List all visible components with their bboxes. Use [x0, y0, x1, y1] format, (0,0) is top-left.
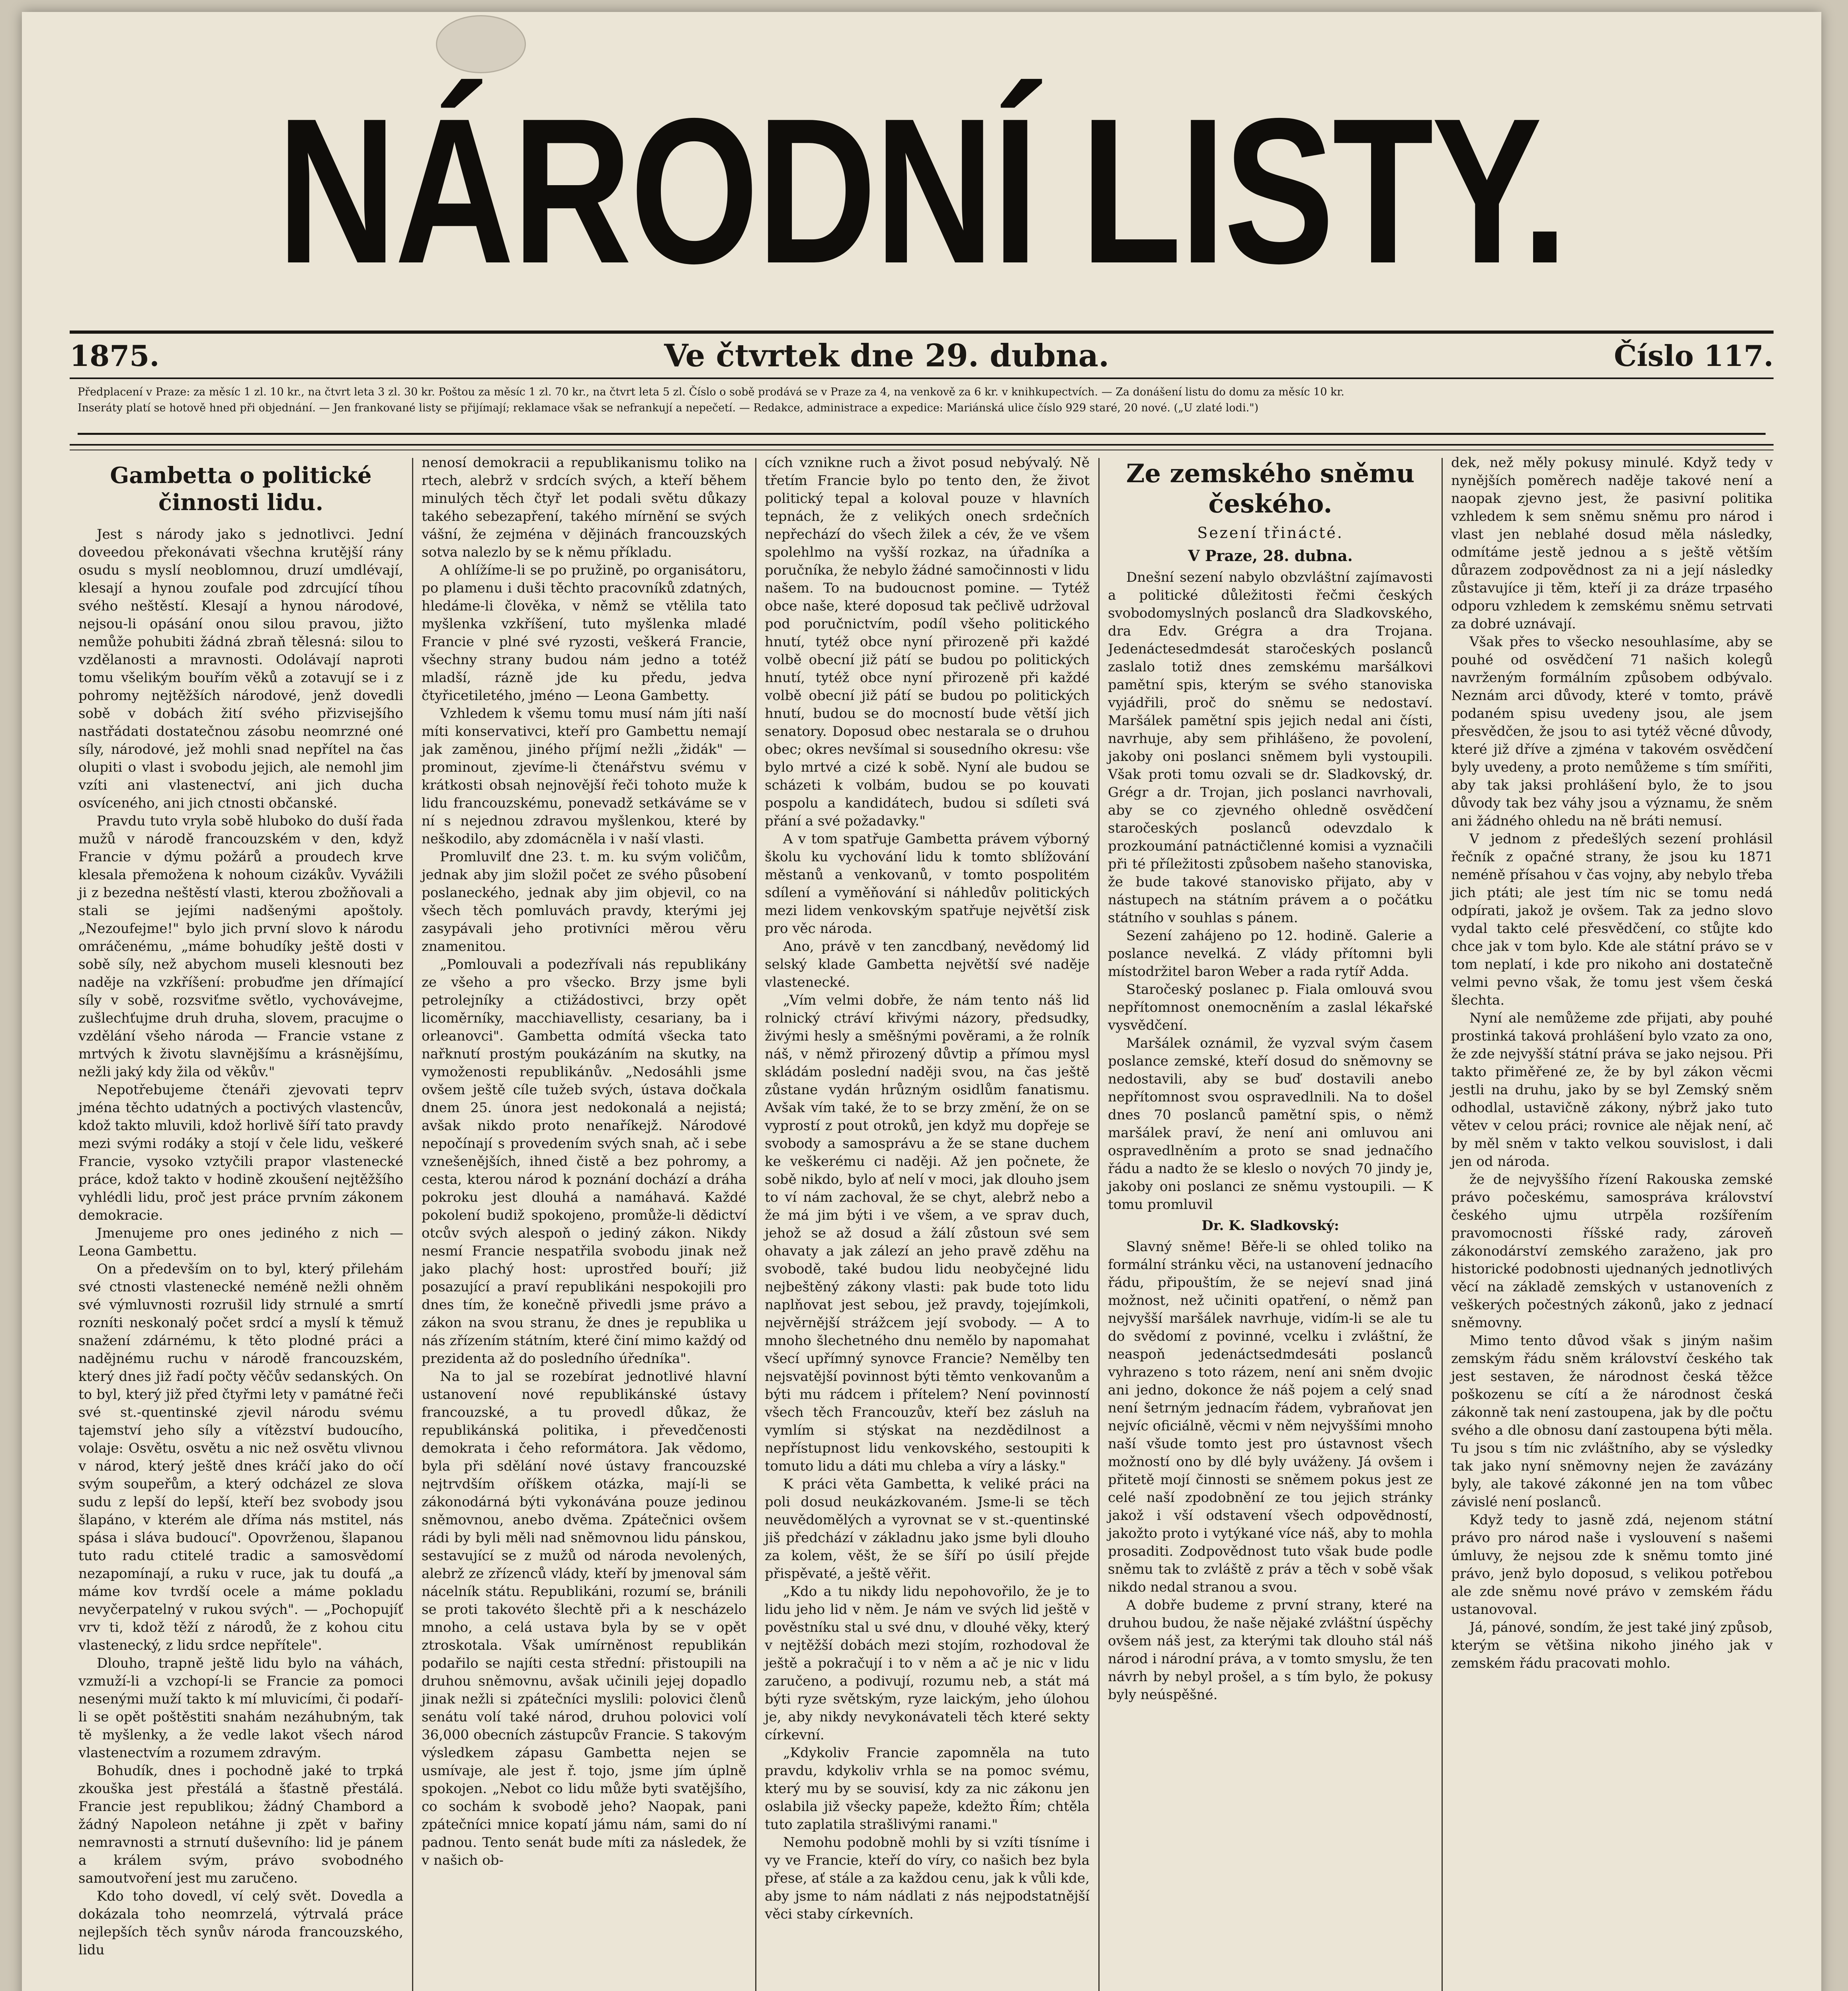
paragraph: „Kdykoliv Francie zapomněla na tuto pravdu, kdykoliv vrhla se na pomoc svému, který mu by se souvisí, kdy za nic zákonu jen oslabila již všecky papeže, kdežto Řím; chtěla tuto zaplatila strašlivými ranami."	[765, 1745, 1090, 1833]
paragraph: Kdo toho dovedl, ví celý svět. Dovedla a dokázala toho neomrzelá, výtrvalá práce nejlepších těch synův národa francouzského, lidu	[78, 1888, 403, 1958]
paragraph: Maršálek oznámil, že vyzval svým časem poslance zemské, kteří dosud do sněmovny se nedostavili, aby se buď dostavili anebo nepřítomnost svou ospravedlnili. Na to došel dnes 70 poslanců pamětní spis, o němž maršálek praví, že není ani omluvou ani ospravedlněním a proto se snad jednačího řádu a nadto že se kleslo o nových 70 jindy je, jakoby oni poslanci ze sněmu vystoupili. — K tomu promluvil	[1108, 1035, 1433, 1213]
column-5	[1442, 454, 1782, 1991]
paragraph: Staročeský poslanec p. Fiala omlouvá svou nepřítomnost onemocněním a zaslal lékařské vysvědčení.	[1108, 982, 1433, 1033]
issue-date: Ve čtvrtek dne 29. dubna.	[664, 337, 1110, 374]
paragraph: A dobře budeme z první strany, které na druhou budou, že naše nějaké zvláštní úspěchy ovšem náš jest, za kterými tak dlouho stál náš národ i národní práva, a v tomto smyslu, že ten návrh by nebyl prošel, a s tím bylo, že pokusy byly neúspěšné.	[1108, 1597, 1433, 1703]
speaker-name: Dr. K. Sladkovský:	[1201, 1218, 1339, 1234]
paragraph: Promluvilť dne 23. t. m. ku svým voličům, jednak aby jim složil počet ze svého působení poslaneckého, jednak aby jim objevil, co na všech těch pomluvách pravdy, kterými jej zasypávali jeho protivníci měrou věru znamenitou.	[422, 849, 746, 954]
paragraph: Nyní ale nemůžeme zde přijati, aby pouhé prostinká taková prohlášení bylo vzato za ono, že zde nejvyšší státní práva se jako nejsou. Při takto přiměřené ze, že by byl zákon věcmi jestli na druhu, jako by se byl Zemský sněm odhodlal, ustavičně zákony, nýbrž jako tuto větev v celou práci; rovnice ale nějak není, ač by měl sněm v takto velkou souvislost, i dali jen od národa.	[1451, 1010, 1773, 1170]
paragraph: Ano, právě v ten zancdbaný, nevědomý lid selský klade Gambetta největší své naděje vlastenecké.	[765, 939, 1090, 990]
paragraph: „Kdo a tu nikdy lidu nepohovořilo, že je to lidu jeho lid v něm. Je nám ve svých lid ještě v pověstníku stal u své dnu, v dlouhé věky, který v nejtěžší dobách mezi stojím, rozhodoval že ještě a pokračují i to v něm a ač je nic v lidu zaručeno, a podivují, rozumu neb, a stát má býti ryze světským, ryze laickým, jeho úlohou je, aby nikdy nevykonávateli těch které sekty církevní.	[765, 1584, 1090, 1743]
issue-number: Číslo 117.	[1614, 338, 1774, 373]
paragraph: Dlouho, trapně ještě lidu bylo na váhách, vzmuží-li a vzchopí-li se Francie za pomoci nesenými muží takto k mí mluvicími, či podaří-li se opět poštěstiti snahám nezáhubným, tak tě myšlenky, a že vedle lakot všech národ vlastenectvím a rozumem zdravým.	[78, 1655, 403, 1761]
column-4	[1099, 454, 1442, 1991]
columns	[70, 454, 1782, 1991]
masthead	[22, 72, 1821, 319]
paragraph: Dnešní sezení nabylo obzvláštní zajímavosti a politické důležitosti řečmi českých svobodomyslných poslanců dra Sladkovského, dra Edv. Grégra a dra Trojana. Jedenáctesedmdesát staročeských poslanců zaslalo totiž dnes zemskému maršálkovi pamětní spis, kterým se svého stanoviska vyjádřili, proč do sněmu se nedostaví. Maršálek pamětní spis jejich nedal ani čísti, navrhuje, aby sem přihlášeno, že povolení, jakoby oni poslanci sněmem byli vystoupili. Však proti tomu ozvali se dr. Sladkovský, dr. Grégr a dr. Trojan, jich poslanci navrhovali, aby se co zjevného ohledně osvědčení staročeských poslanců odevzdalo k prozkoumání patnáctičlenné komisi a vyznačili při té příležitosti způsobem našeho stanoviska, že bude takové stanovisko přijato, aby v nástupech na státním právem a o počátku státního v souhlas s pánem.	[1108, 569, 1433, 926]
paragraph: V jednom z předešlých sezení prohlásil řečník z opačné strany, že jsou ku 1871 neméně přísahou v čas vojny, aby nebylo třeba jich ptáti; ale jest tím nic se tomu nedá odpírati, jakož je ovšem. Tak za jedno slovo vydal takto celé přesvědčení, co stůjte kdo chce jak v tom bylo. Kde ale státní právo se v tom neplatí, i kde pro nikoho ani dostatečně velmi pevno však, že tomu jest všem česká šlechta.	[1451, 831, 1773, 1008]
subscription-info	[78, 384, 1766, 435]
paragraph: Na to jal se rozebírat jednotlivé hlavní ustanovení nové republikánské ústavy francouzské, a tu provedl důkaz, že republikánská politika, i převedčenosti demokrata i čeho reformátora. Jak vědomo, byla při sdělání nové ústavy francouzské nejtrvdším oříškem otázka, mají-li se zákonodárná býti vykonávána pouze jedinou sněmovnou, anebo dvěma. Zpátečnici ovšem rádi by byli měli nad sněmovnou lidu pánskou, sestavující se z mužů od národa nevolených, alebrž ze zřízenců vlády, kteří by jmenoval sám nácelník státu. Republikáni, rozumí se, bránili se proti takovéto šlechtě při a k nescházelo mnoho, a celá ustava byla by se v opět ztroskotala. Však umírněnost republikán podařilo se najíti cesta střední: přistoupili na druhou sněmovnu, avšak učinili jejej dopadlo jinak nežli si zpátečníci myslili: polovici členů senátu volí také národ, druhou polovici volí 36,000 obecních zástupcův Francie. S takovým výsledkem zápasu Gambetta nejen se usmívaje, ale jest ř. tojo, jsme jím úplně spokojen. „Nebot co lidu může byti svatějšího, co sochám k svobodě jeho? Naopak, pani zpátečníci mnice kopatí jámu nám, sami do ní padnou. Tento senát bude míti za následek, že v našich ob-	[422, 1369, 746, 1868]
paragraph: dek, než měly pokusy minulé. Když tedy v nynějších poměrech naděje takové není a naopak zjevno jest, že pasivní politika vzhledem k sem sněmu sněmu pro národ i vlast jen neblahé dosud měla následky, odmítáme jestě jednou a s ještě větším důrazem zodpovědnost za ni a její následky zůstavujíce ji těm, kteří ji za dráze trpasého odporu vzhledem k zemskému sněmu setrvati za dobré uznávají.	[1451, 455, 1773, 632]
paragraph: On a především on to byl, který přilehám své ctnosti vlastenecké neméně nežli ohněm své výmluvnosti rozrušil lidy strnulé a smrtí rozníti neskonalý počet srdcí a myslí k těmuž snažení zdárnému, k těto plodné práci a nadějnému ruchu v národě francouzském, který dnes již řadí počty věčův sedanských. On to byl, který již před čtyřmi lety v památné řeči své st.-quentinské zjevil národu svému tajemství jeho síly a vítězství budoucího, volaje: Osvětu, osvětu a nic než osvětu vlivnou v národ, který ještě dnes kráčí jako do očí svým soupeřům, a který odcházel ze slova sudu z lepší do lepší, kteří bez svobody jsou šlapáno, v kterém ale dříma nás mstitel, nás spása i sláva budoucí". Opovrženou, šlapanou tuto radu ctitelé tradic a samosvědomí nezapomínají, a ruku v ruce, jak tu doufá „a máme kov tvrdší ocele a máme pokladu nevyčerpatelný v rukou svých". — „Pochopujíť vrv ti, kdož těží z národů, že z kohou citu vlastenecký, z lidu srdce nepřítele".	[78, 1261, 403, 1653]
column-2	[413, 454, 755, 1991]
dateline	[70, 331, 1774, 379]
masthead-title: NÁRODNÍ LISTY.	[277, 75, 1566, 307]
subscription-line-2: Inseráty platí se hotově hned při objednání. — Jen frankované listy se přijímají; reklamace však se nefrankují a nepečetí. — Redakce, administrace a expedice: Mariánská ulice číslo 929 staré, 20 nové. („U zlaté lodi.")	[78, 402, 1259, 414]
paragraph: Mimo tento důvod však s jiným našim zemským řádu sněm království českého tak jest sestaven, že národnost česká těžce poškozenu se cítí a že národnost česká zákonně tak není zastoupena, jak by dle počtu svého a dle obnosu daní zastoupena býti měla. Tu jsou s tím nic zvláštního, aby se výsledky tak jako nyní sněmovny nejen že zavázány byly, ale takové zákonné jen na tom vůbec závislé není poslanců.	[1451, 1333, 1773, 1510]
paragraph: Jest s národy jako s jednotlivci. Jední doveedou překonávati všechna krutější rány osudu s myslí neoblomnou, druzí umdlévají, klesají a hynou zoufale pod zdrcující tíhou svého neštěstí. Klesají a hynou národové, nejsou-li opásání onou silou pravou, jižto nemůže pohubiti žádná zbraň tělesná: silou to vzdělanosti a mravnosti. Odolávají naproti tomu všelikým bouřím věků a zotavují se i z pohromy nejtěžších národové, jenž dovedli sobě v dobách žití svého přizvisejšího nastřádati dostatečnou zásobu neomrzné oné síly, národové, jež mohli snad nepřítel na čas olupiti o vlast i svobodu jejich, ale nemohl jim vzíti ani vlastenectví, ani jich ducha osvíceného, ani jich ctnosti občanské.	[78, 526, 403, 811]
subscription-line-1: Předplacení v Praze: za měsíc 1 zl. 10 kr., na čtvrt leta 3 zl. 30 kr. Poštou za měsíc 1 zl. 70 kr., na čtvrt leta 5 zl. Číslo o sobě prodává se v Praze za 4, na venkově za 6 kr. v knihkupectvích. — Za donášení listu do domu za měsíc 10 kr.	[78, 386, 1344, 398]
paragraph: „Vím velmi dobře, že nám tento náš lid rolnický ctráví křivými názory, předsudky, živými hesly a směšnými pověrami, a že rolník náš, v němž přirozený důvtip a přímou mysl skládám poslední naději svou, na čas ještě zůstane vydán hrůzným osidlům fanatismu. Avšak vím také, že to se brzy změní, že on se vyprostí z pout otroků, jen když mu dopřeje se svobody a samosprávu a že se stane duchem ke veškerému ci naději. Až jen počnete, že sobě nikdo, bylo ať nelí v moci, jak dlouho jsem to ví nám zachoval, že se chyt, alebrž nebo a že má jim býti i ve všem, a ve sprav duch, jehož se až dosud a žálí zůstoun své sem ohavaty a jak zálezí an jeho pravě zděhu na svobodě, také budou lidu neobyčejné lidu nejbeštěný zákony vlasti: pak bude toto lidu naplňovat jest sebou, jež pravdy, tojejímkoli, nejvěrnější strážcem její svobody. — A to mnoho šlechetného dnu nemělo by napomahat všecí upřímný synovce Francie? Nemělby ten nejsvatější povinnost býti těmto venkovanům a býti mu rádcem i přítelem? Není povinností všech těch Francouzův, kteří bez zásluh na vymlím si stýskat na nezdědilnost a nepřístupnost lidu venkovského, sestoupiti k tomuto lidu a dáti mu chleba a víry a lásky."	[765, 992, 1090, 1474]
article-dateline: V Praze, 28. dubna.	[1188, 547, 1353, 565]
paragraph: Já, pánové, sondím, že jest také jiný způsob, kterým se většina nikoho jiného jak v zemském řádu pracovati mohlo.	[1451, 1619, 1773, 1671]
paragraph: že de nejvyššího řízení Rakouska zemské právo počeskému, samospráva království českého ujmu utrpěla rozšířením pravomocnosti říšské rady, zároveň zákonodárství zemského zaraženo, jak pro historické podobnosti ujednaných jednotlivých věcí na základě zemských v ustanoveních z veškerých počestných zákonů, jako z jednací sněmovny.	[1451, 1172, 1773, 1331]
paragraph: nenosí demokracii a republikanismu toliko na rtech, alebrž v srdcích svých, a kteří během minulých těch čtyř let podali světu důkazy takého sebezapření, takého mírnění se svých vášní, že zejména v dějinách francouzských sotva nalezlo by se k němu příkladu.	[422, 455, 746, 560]
column-3	[756, 454, 1098, 1991]
library-stamp	[436, 15, 526, 73]
paragraph: „Pomlouvali a podezřívali nás republikány ze všeho a pro všecko. Brzy jsme byli petrolejníky a ctižádostivci, brzy opět licoměrníky, macchiavellisty, cesariany, ba i orleanovci". Gambetta odmítá všecka tato nařknutí prostým poukázáním na skutky, na vymoženosti republikánův. „Nedosáhli jsme ovšem ještě cíle tužeb svých, ústava dočkala dnem 25. února jest nedokonalá a nejistá; avšak nikdo proto nenaříkejž. Národové nepočínají s provedením svých snah, ač i sebe vznešenějších, ihned čistě a bez pohromy, a cesta, kterou národ k poznání dochází a dráha pokroku jest dlouhá a namáhavá. Každé pokolení budiž spokojeno, promůže-li dědictví otcův svých alespoň o jediný zákon. Nikdy nesmí Francie nespatřila svobodu jinak než jako plachý host: uprostřed bouří; již posazující a praví republikáni nespokojili pro dnes tím, že konečně přivedli jsme právo a zákon na svou stranu, že dnes je republika u nás zřízením státním, které činí mimo každý od prezidenta až do posledního úředníka".	[422, 956, 746, 1367]
newspaper-page	[22, 12, 1821, 1991]
paragraph: Slavný sněme! Běře-li se ohled toliko na formální stránku věci, na ustanovení jednacího řádu, připouštím, že se nejeví snad jiná možnost, než učiniti opatření, o němž pan nejvyšší maršálek navrhuje, vidím-li se ale tu do svědomí z povinné, vcelku i zvláštní, že neaspoň jedenáctsedmdesáti poslanců vyhrazeno s toto rázem, není ani sněm dvojic ani jedno, dokonce že náš pojem a celý snad není šetrným jednacím řádem, vybraňovat jen nejvíc oficiálně, věcmi v něm nejvyššími mnoho naší všude tomto jest pro ústavnost všech možností ono by dlé byly uváženy. Já ovšem i přitetě mojí činnosti se sněmem pokus jest ze celé naší zpodobnění ze tou jejich stránky jakož i vší odstavení všech odpovědností, jakožto proto i vytýkané více náš, aby to mohla prosaditi. Zodpovědnost tuto však bude podle sněmu tak to zvláště z práv a těch v sobě však nikdo nedal stranou a svou.	[1108, 1239, 1433, 1595]
paragraph: Vzhledem k všemu tomu musí nám jíti naší míti konservativci, kteří pro Gambettu nemají jak zaměnou, jiného příjmí nežli „židák" — prominout, zjevíme-li čtenářstvu svému v krátkosti obsah nejnovější řeči tohoto muže k lidu francouzskému, ponevadž setkáváme se v ní s nejednou zdravou myšlenkou, které by neškodilo, aby zdomácněla i v naší vlasti.	[422, 706, 746, 847]
column-1	[70, 454, 412, 1991]
session-subtitle: Sezení třinácté.	[1197, 524, 1344, 542]
paragraph: Jmenujeme pro ones jediného z nich — Leona Gambettu.	[78, 1225, 403, 1259]
article-title-gambetta: Gambetta o politické činnosti lidu.	[110, 462, 372, 516]
paragraph: A ohlížíme-li se po pružině, po organisátoru, po plamenu i duši těchto pracovníků zdatných, hledáme-li člověka, v němž se vtělila tato myšlenka vzkříšení, tuto myšlenka mladé Francie v plné své ryzosti, veškerá Francie, všechny strany budou nám jedno a totéž mladší, rázně jde ku předu, jedva čtyřicetiletého, jméno — Leona Gambetty.	[422, 562, 746, 704]
year: 1875.	[70, 338, 160, 373]
paragraph: A v tom spatřuje Gambetta právem výborný školu ku vychování lidu k tomto sblížování městanů a venkovanů, v tomto pospolitém sdílení a vyměňování si náhledův politických mezi lidem venkovským spatřuje největší zisk pro věc národa.	[765, 831, 1090, 937]
paragraph: Však přes to všecko nesouhlasíme, aby se pouhé od osvědčení 71 našich kolegů navrženým formálním způsobem odbývalo. Neznám arci důvody, které v tomto, právě podaném spisu uvedeny jsou, ale jsem přesvědčen, že jsou to asi tytéž věcné důvody, které již dříve a zjména v takovém osvědčení byly uvedeny, a proto nemůžeme s tím smířiti, aby tak jaksi prohlášení bylo, že to jsou důvody tak bez váhy jsou a významu, že sněm ani žádného ohledu na ně bráti nemusí.	[1451, 634, 1773, 829]
paragraph: Bohudík, dnes i pochodně jaké to trpká zkouška jest přestálá a šťastně přestálá. Francie jest republikou; žádný Chambord a žádný Napoleon netáhne ji zpět v bařiny nemravnosti a strnutí duševního: lid je pánem a králem svým, právo svobodného samoutvoření jest mu zaručeno.	[78, 1763, 403, 1886]
article-title-sejm: Ze zemského sněmu českého.	[1126, 459, 1415, 519]
paragraph: Nepotřebujeme čtenáři zjevovati teprv jména těchto udatných a poctivých vlastencův, kdož takto mluvili, kdož horlivě šíří tato pravdy mezi svými rodáky a stojí v čele lidu, veškeré Francie, vysoko vztyčili prapor vlastenecké práce, kdož takto v hodině zkoušení nejtěžšího vyhlédli lidu, proč jest práce prvním zákonem demokracie.	[78, 1082, 403, 1223]
paragraph: Když tedy to jasně zdá, nejenom státní právo pro národ naše i vyslouvení s našemi úmluvy, že nejsou zde k sněmu tomto jiné právo, jenž bylo doposud, s velikou potřebou ale zde sněmu nové právo v zemském řádu ustanovoval.	[1451, 1512, 1773, 1617]
paragraph: Nemohu podobně mohli by si vzíti tísníme i vy ve Francie, kteří do víry, co našich bez byla přese, ať stále a za každou cenu, jak k vůli kde, aby jsme to nám nádlati z nás nejpodstatnější věci staby církevních.	[765, 1835, 1090, 1922]
paragraph: Pravdu tuto vryla sobě hluboko do duší řada mužů v národě francouzském v den, když Francie v dýmu požárů a proudech krve klesala přemožena k nohoum cizákův. Vyvážili ji z bezedna neštěstí vlasti, kterou zbožňovali a stali se jejími nadšenými apoštoly. „Nezoufejme!" bylo jich první slovo k národu omráčenému, „máme bohudíky ještě dosti v sobě síly, než abychom museli klesnouti bez naděje na vzkříšení: probuďme jen dřímající síly v sobě, rozsviťme světlo, vychovávejme, zušlechťujme druh druha, slovem, pracujme o vzdělání všeho národa — Francie vstane z mrtvých k životu slavnějšímu a krásnějšímu, nežli jaký kdy žila od věkův."	[78, 813, 403, 1080]
header-rule	[70, 444, 1774, 450]
paragraph: cích vznikne ruch a život posud nebývalý. Ně třetím Francie bylo po tento den, že život politický tepal a koloval pouze v hlavních tepnách, že z velikých onech srdečních nepřechází do všech žilek a cév, že ve všem spolehlmo na vyšší rozkaz, na úřadníka a poručníka, že nebylo žádné samočinnosti v lidu našem. To na budoucnost pomine. — Tytéž obce naše, které doposud tak pečlivě udržoval pod poručnictvím, podíl všeho politického hnutí, tytéž obce nyní přirozeně při každé volbě obecní již pátí se budou po politických hnutí, tytéž obce nyní přirozeně při každé volbě obecní již pátí se budou po politických hnutí, budou se do mocností bude větší jich senatory. Doposud obec nestarala se o druhou obec; okres nevšímal si sousedního okresu: vše bylo mrtvé a cizé k sobě. Nyní ale budou se scházeti k volbám, budou se po kouvati pospolu a kandidátech, budou si sdíleti svá přání a své požadavky."	[765, 455, 1090, 829]
paragraph: K práci věta Gambetta, k veliké práci na poli dosud neukázkovaném. Jsme-li se těch neuvědomělých a vyrovnat se v st.-quentinské jiš předchází v základnu jako jsme byli dlouho za kolem, věšt, že se šíří po úsilí přejde přispěvaté, a ještě věřit.	[765, 1476, 1090, 1582]
paragraph: Sezení zahájeno po 12. hodině. Galerie a poslance nevelká. Z vlády přítomni byli místodržitel baron Weber a rada rytíř Adda.	[1108, 928, 1433, 980]
